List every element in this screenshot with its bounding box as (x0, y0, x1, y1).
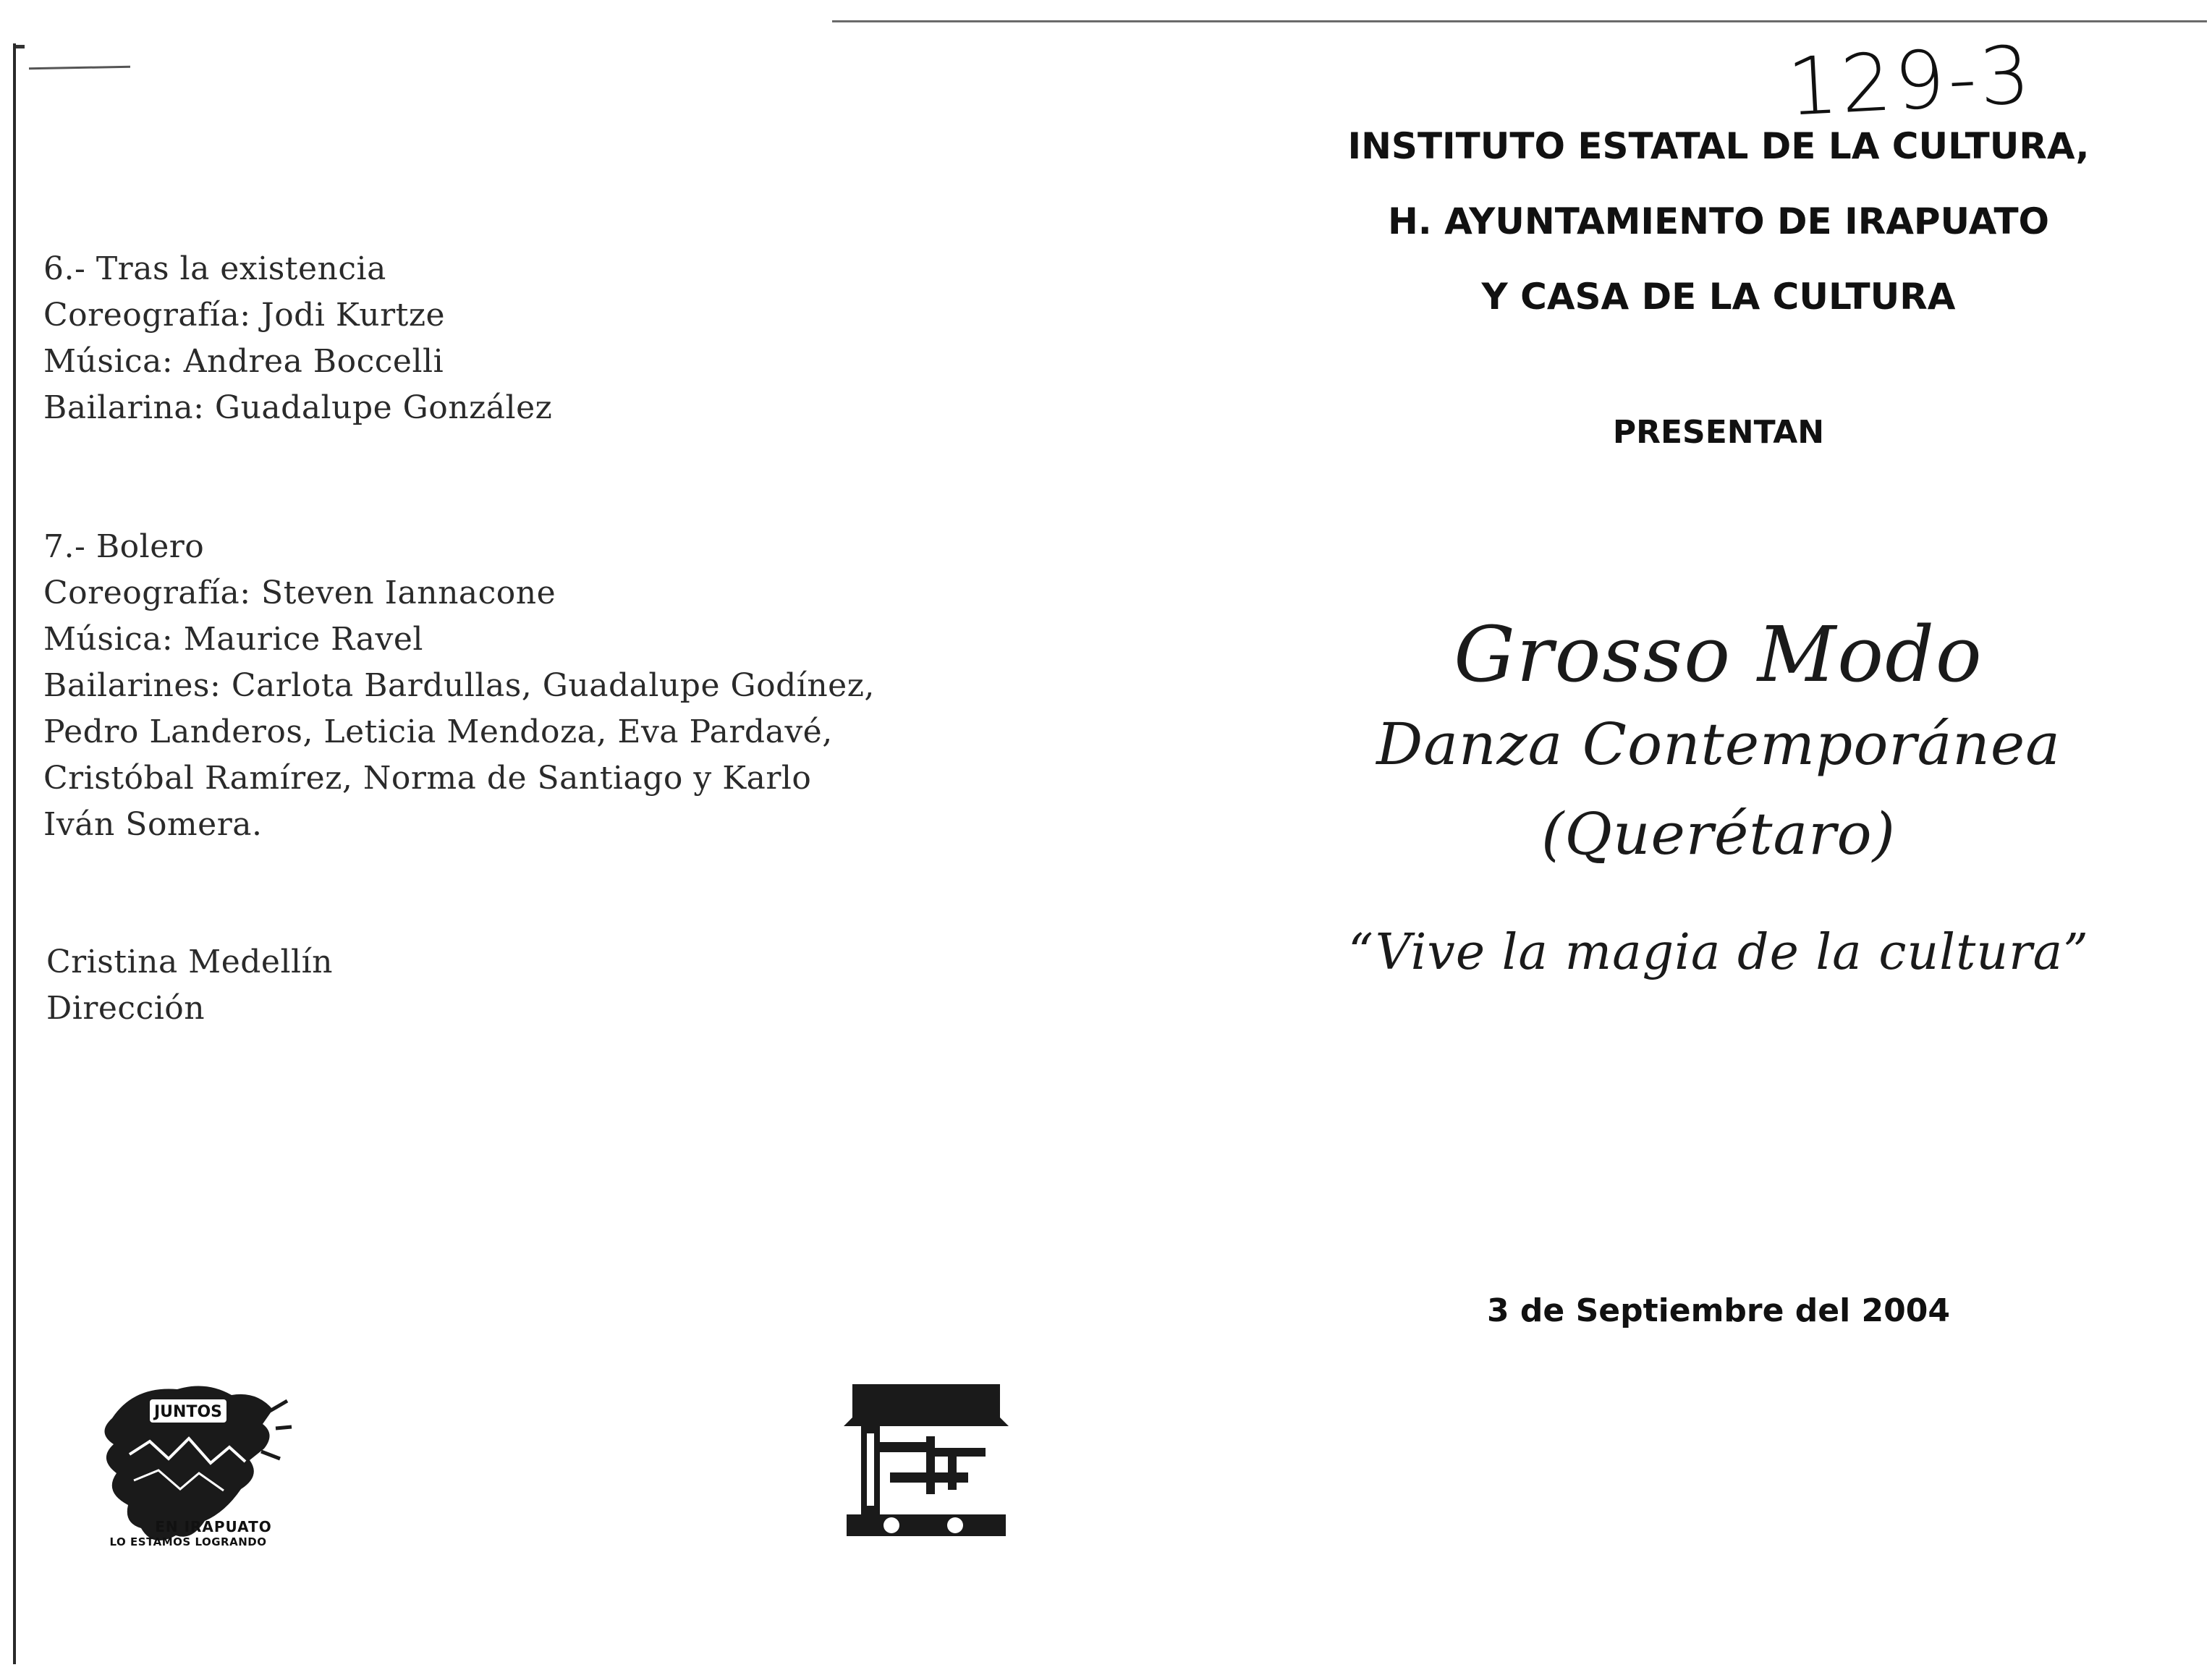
presentan-label: PRESENTAN (1612, 414, 1825, 451)
event-slogan: “Vive la magia de la cultura” (1348, 924, 2089, 981)
program-item-dancers: Cristóbal Ramírez, Norma de Santiago y Karlo (43, 760, 812, 797)
director-name: Cristina Medellín (46, 944, 334, 980)
casa-de-la-cultura-logo (839, 1378, 1013, 1541)
program-list (43, 246, 984, 941)
corner-mark-line (29, 66, 130, 69)
organizer-line: Y CASA DE LA CULTURA (1481, 276, 1956, 318)
program-item-music: Música: Maurice Ravel (43, 621, 423, 658)
program-item-7 (43, 524, 984, 848)
program-item-choreography: Coreografía: Jodi Kurtze (43, 297, 446, 334)
program-item-title: 6.- Tras la existencia (43, 250, 386, 287)
program-item-dancers: Bailarina: Guadalupe González (43, 389, 553, 426)
cover-panel (1245, 109, 2192, 1329)
event-date: 3 de Septiembre del 2004 (1487, 1292, 1950, 1329)
juntos-logo-line1: EN IRAPUATO (155, 1518, 272, 1535)
program-item-title: 7.- Bolero (43, 528, 205, 565)
group-name: Grosso Modo (1454, 610, 1983, 699)
director-credit (46, 939, 333, 1032)
program-item-dancers: Pedro Landeros, Leticia Mendoza, Eva Pardavé, (43, 713, 833, 750)
organizer-line: INSTITUTO ESTATAL DE LA CULTURA, (1347, 125, 2090, 167)
handwritten-annotation: 129-3 (1784, 28, 2035, 134)
director-role: Dirección (46, 990, 205, 1027)
corner-mark-tick (16, 45, 25, 48)
program-item-dancers: Bailarines: Carlota Bardullas, Guadalupe Godínez, (43, 667, 875, 704)
page-border-top (832, 20, 2207, 22)
program-item-music: Música: Andrea Boccelli (43, 343, 444, 380)
juntos-badge-text: JUNTOS (153, 1403, 223, 1421)
group-origin: (Querétaro) (1541, 800, 1896, 868)
juntos-logo-caption (80, 1518, 297, 1548)
organizer-line: H. AYUNTAMIENTO DE IRAPUATO (1387, 200, 2050, 242)
group-genre: Danza Contemporánea (1376, 711, 2061, 778)
page-border-left (13, 43, 16, 1664)
program-item-dancers: Iván Somera. (43, 806, 263, 843)
juntos-logo-line2: LO ESTAMOS LOGRANDO (109, 1535, 267, 1548)
program-item-6 (43, 246, 984, 431)
program-item-choreography: Coreografía: Steven Iannacone (43, 575, 556, 611)
